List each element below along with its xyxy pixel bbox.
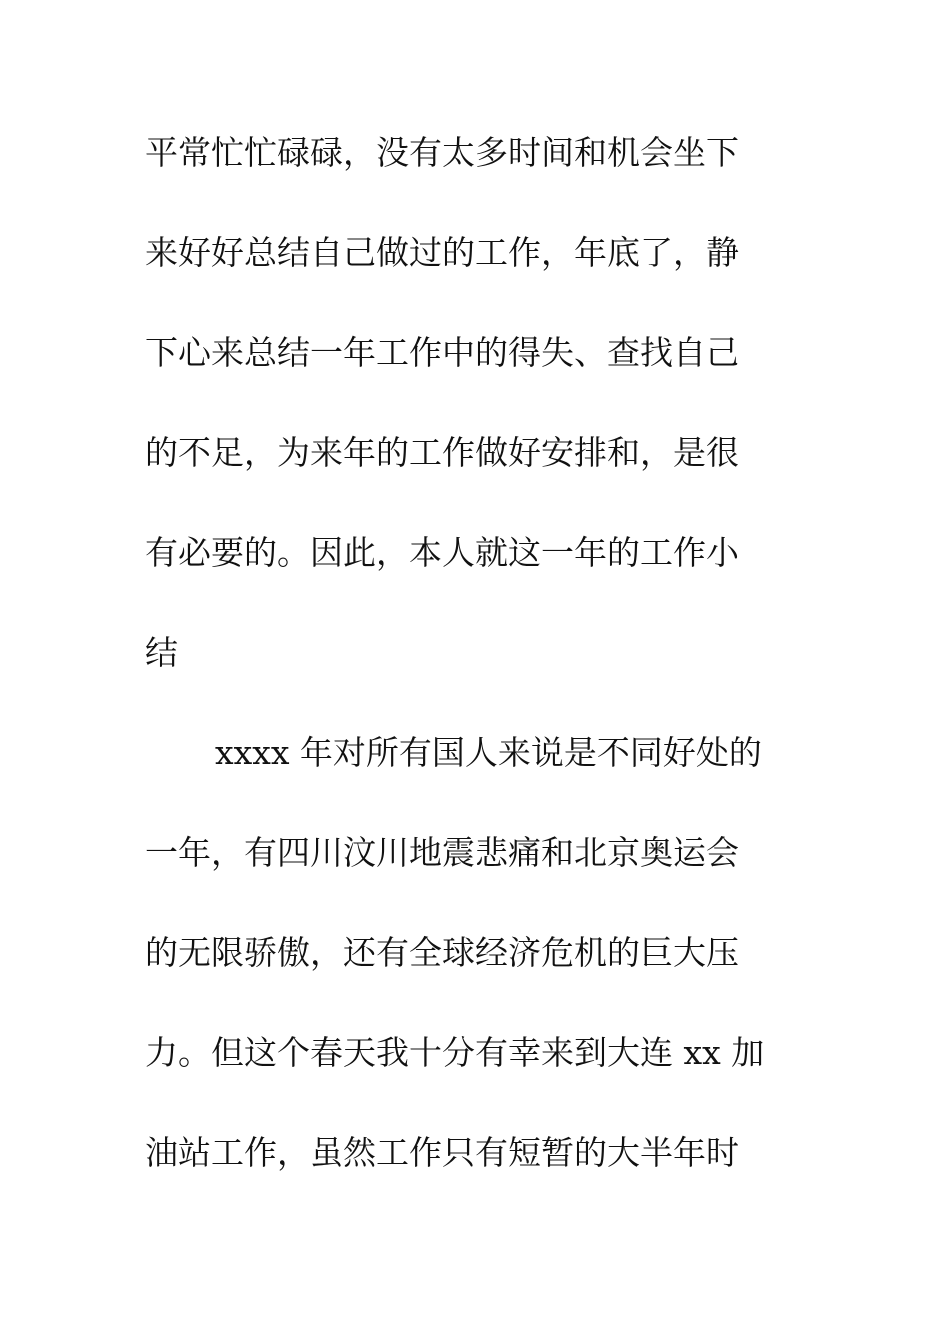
paragraph-1-line-5: 有必要的。因此，本人就这一年的工作小 bbox=[145, 533, 739, 572]
paragraph-1-line-2: 来好好总结自己做过的工作，年底了，静 bbox=[145, 233, 739, 272]
paragraph-2-line-2: 一年，有四川汶川地震悲痛和北京奥运会 bbox=[145, 833, 739, 872]
paragraph-1-line-1: 平常忙忙碌碌，没有太多时间和机会坐下 bbox=[145, 133, 739, 172]
paragraph-2-line-5: 油站工作，虽然工作只有短暂的大半年时 bbox=[145, 1133, 739, 1172]
paragraph-2-line-3: 的无限骄傲，还有全球经济危机的巨大压 bbox=[145, 933, 739, 972]
paragraph-1-line-6: 结 bbox=[145, 633, 178, 672]
paragraph-2-line-1: xxxx 年对所有国人来说是不同好处的 bbox=[215, 733, 762, 772]
paragraph-2-line-4: 力。但这个春天我十分有幸来到大连 xx 加 bbox=[145, 1033, 765, 1072]
paragraph-1-line-4: 的不足，为来年的工作做好安排和，是很 bbox=[145, 433, 739, 472]
paragraph-1-line-3: 下心来总结一年工作中的得失、查找自己 bbox=[145, 333, 739, 372]
